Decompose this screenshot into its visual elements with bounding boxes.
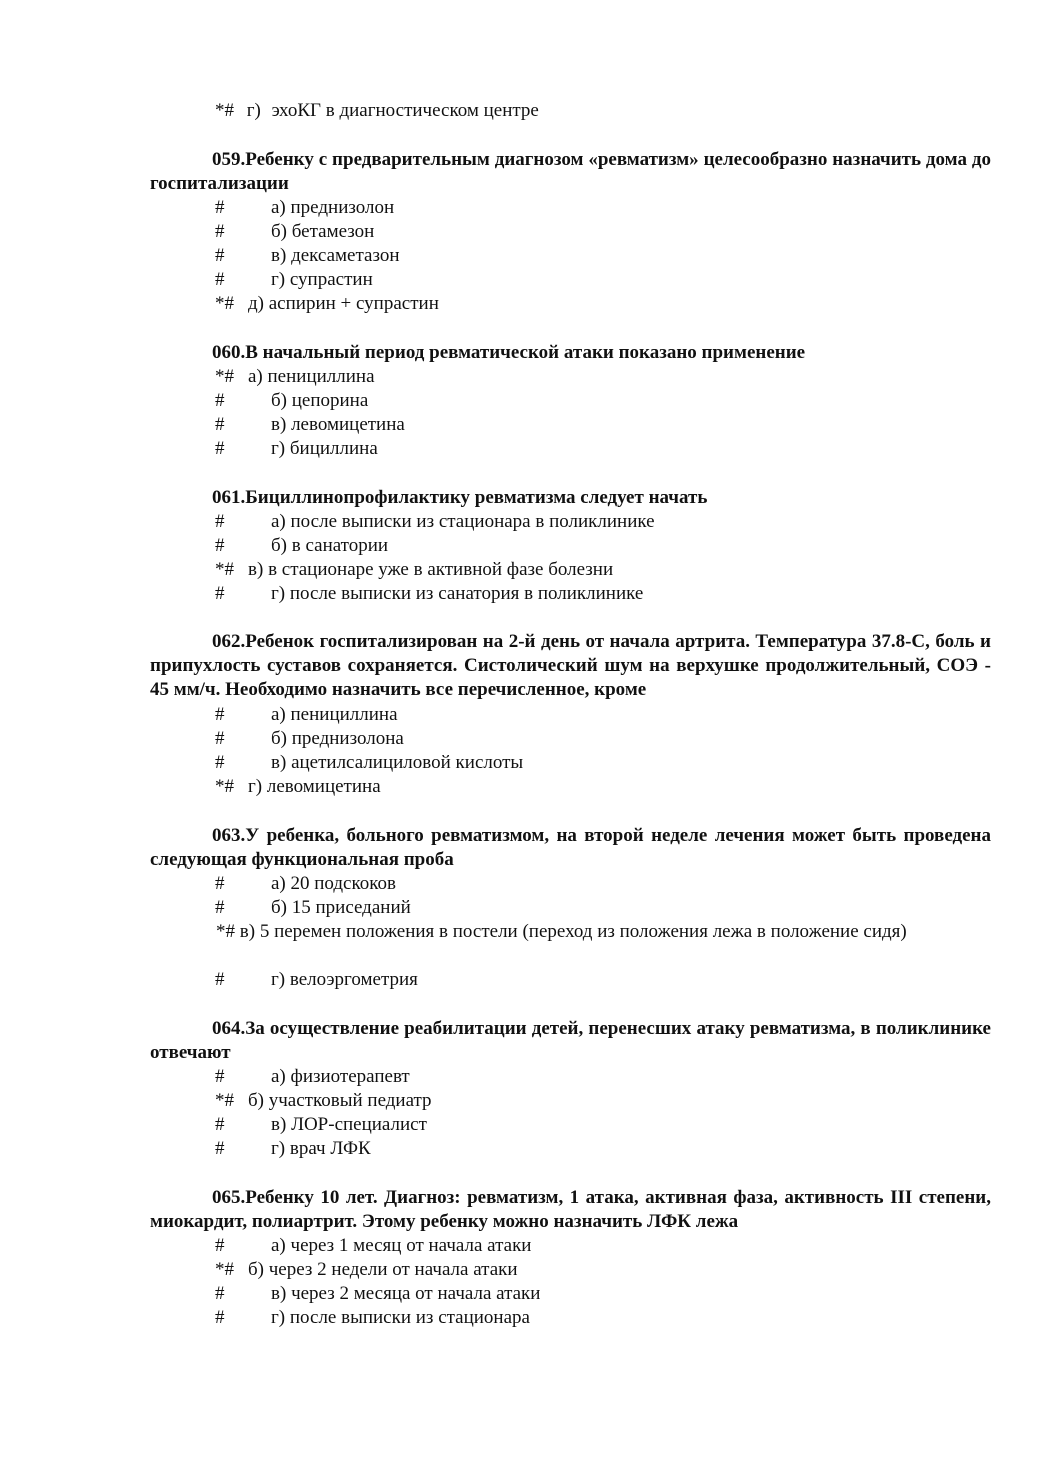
option-text: 15 приседаний xyxy=(291,897,411,918)
question-number: 060. xyxy=(212,342,246,363)
option-text: 5 перемен положения в постели (переход из положения лежа в положение сидя) xyxy=(259,921,907,942)
question-stem xyxy=(150,824,991,872)
option-text: эхоКГ в диагностическом центре xyxy=(271,100,539,121)
option-text: пенициллина xyxy=(290,704,398,725)
question-number: 063. xyxy=(212,825,246,846)
question-number: 065. xyxy=(212,1187,246,1208)
answer-mark: *# xyxy=(215,366,234,387)
answer-mark: # xyxy=(215,269,225,290)
answer-mark: # xyxy=(215,897,225,918)
question-stem xyxy=(150,341,991,365)
option-letter: б) xyxy=(248,1259,264,1280)
answer-mark: # xyxy=(215,390,225,411)
answer-mark: *# xyxy=(215,100,234,121)
option-text: ацетилсалициловой кислоты xyxy=(291,752,524,773)
answer-mark: *# xyxy=(215,776,234,797)
option-letter: г) xyxy=(271,583,286,604)
option-text: бициллина xyxy=(289,438,378,459)
answer-mark: # xyxy=(215,1307,225,1328)
option-letter: а) xyxy=(271,873,286,894)
question-number: 059. xyxy=(212,149,246,170)
answer-mark: # xyxy=(215,969,225,990)
option-letter: б) xyxy=(271,390,287,411)
question-stem xyxy=(150,148,991,196)
option-letter: г) xyxy=(248,776,263,797)
answer-mark: # xyxy=(215,245,225,266)
answer-mark: # xyxy=(215,1283,225,1304)
option-text: левомицетина xyxy=(291,414,405,435)
option-text: в санатории xyxy=(291,535,389,556)
question-text: Ребенку 10 лет. Диагноз: ревматизм, 1 атака, активная фаза, активность III степени, миокардит, полиартрит. Этому ребенку можно назначить ЛФК лежа xyxy=(150,1187,991,1232)
option-text: 20 подскоков xyxy=(290,873,396,894)
option-letter: д) xyxy=(248,293,264,314)
option-text: дексаметазон xyxy=(291,245,400,266)
answer-mark: *# xyxy=(215,293,234,314)
option-letter: г) xyxy=(246,100,261,121)
question-number: 061. xyxy=(212,487,246,508)
option-text: после выписки из санатория в поликлинике xyxy=(289,583,644,604)
option-text: преднизолона xyxy=(291,728,404,749)
answer-mark: # xyxy=(215,1138,225,1159)
option-letter: а) xyxy=(271,197,286,218)
question-number: 062. xyxy=(212,631,246,652)
option-text: аспирин + супрастин xyxy=(268,293,439,314)
option-text: пенициллина xyxy=(267,366,375,387)
option-text: через 1 месяц от начала атаки xyxy=(290,1235,532,1256)
option-text: физиотерапевт xyxy=(290,1066,410,1087)
answer-mark: # xyxy=(215,728,225,749)
answer-mark: # xyxy=(215,221,225,242)
option-text: через 2 недели от начала атаки xyxy=(268,1259,518,1280)
answer-mark: # xyxy=(215,1235,225,1256)
answer-mark: # xyxy=(215,535,225,556)
option-letter: в) xyxy=(271,1114,287,1135)
option-letter: а) xyxy=(271,1066,286,1087)
option-text: левомицетина xyxy=(266,776,381,797)
option-letter: а) xyxy=(248,366,263,387)
option-text: после выписки из стационара xyxy=(289,1307,530,1328)
answer-mark: *# xyxy=(215,1090,234,1111)
answer-mark: # xyxy=(215,583,225,604)
option-text: ЛОР-специалист xyxy=(291,1114,427,1135)
option-letter: г) xyxy=(271,1307,286,1328)
question-text: Бициллинопрофилактику ревматизма следует начать xyxy=(245,487,708,508)
option-text: велоэргометрия xyxy=(289,969,418,990)
option-text: врач ЛФК xyxy=(289,1138,371,1159)
option-letter: г) xyxy=(271,438,286,459)
carryover-option xyxy=(215,99,539,123)
option-letter: в) xyxy=(271,752,287,773)
question-text: Ребенок госпитализирован на 2-й день от начала артрита. Температура 37.8-С, боль и припухлость суставов сохраняется. Систолический шум на верхушке продолжительный, СОЭ - 45 мм/ч. Необходимо назначить все перечисленное, кроме xyxy=(150,631,991,700)
answer-mark: # xyxy=(215,1114,225,1135)
option-text: бетамезон xyxy=(291,221,375,242)
option-letter: а) xyxy=(271,1235,286,1256)
option-letter: б) xyxy=(271,897,287,918)
option-letter: в) xyxy=(271,414,287,435)
question-stem xyxy=(150,486,991,510)
option-text: цепорина xyxy=(291,390,369,411)
option-letter: б) xyxy=(271,221,287,242)
question-stem xyxy=(150,630,991,702)
question-number: 064. xyxy=(212,1018,246,1039)
option-letter: в) xyxy=(271,245,287,266)
option-text: через 2 месяца от начала атаки xyxy=(291,1283,541,1304)
answer-mark: # xyxy=(215,197,225,218)
answer-mark: # xyxy=(215,414,225,435)
option-letter: б) xyxy=(248,1090,264,1111)
option-text: супрастин xyxy=(289,269,373,290)
option-letter: г) xyxy=(271,1138,286,1159)
option-text: в стационаре уже в активной фазе болезни xyxy=(268,559,614,580)
option-letter: б) xyxy=(271,728,287,749)
option-letter: в) xyxy=(271,1283,287,1304)
question-text: Ребенку с предварительным диагнозом «ревматизм» целесообразно назначить дома до госпитализации xyxy=(150,149,991,194)
option-letter: в) xyxy=(239,921,256,942)
question-text: За осуществление реабилитации детей, перенесших атаку ревматизма, в поликлинике отвечают xyxy=(150,1018,991,1063)
question-stem xyxy=(150,1186,991,1234)
option-letter: а) xyxy=(271,511,286,532)
answer-mark: # xyxy=(215,704,225,725)
option-letter: б) xyxy=(271,535,287,556)
answer-mark: # xyxy=(215,438,225,459)
option-text: после выписки из стационара в поликлинике xyxy=(290,511,655,532)
question-text: В начальный период ревматической атаки показано применение xyxy=(245,342,806,363)
option-letter: г) xyxy=(271,269,286,290)
question-stem xyxy=(150,1017,991,1065)
question-text: У ребенка, больного ревматизмом, на второй неделе лечения может быть проведена следующая функциональная проба xyxy=(150,825,991,870)
answer-mark: # xyxy=(215,511,225,532)
option-text: участковый педиатр xyxy=(268,1090,432,1111)
answer-mark: # xyxy=(215,752,225,773)
answer-mark: *# xyxy=(215,1259,234,1280)
answer-mark: *# xyxy=(215,559,234,580)
answer-mark: # xyxy=(215,873,225,894)
option-text: преднизолон xyxy=(290,197,395,218)
answer-mark: # xyxy=(215,1066,225,1087)
option-letter: г) xyxy=(271,969,286,990)
answer-option-correct xyxy=(150,920,991,944)
option-letter: в) xyxy=(248,559,264,580)
option-letter: а) xyxy=(271,704,286,725)
answer-mark: *# xyxy=(216,921,235,942)
